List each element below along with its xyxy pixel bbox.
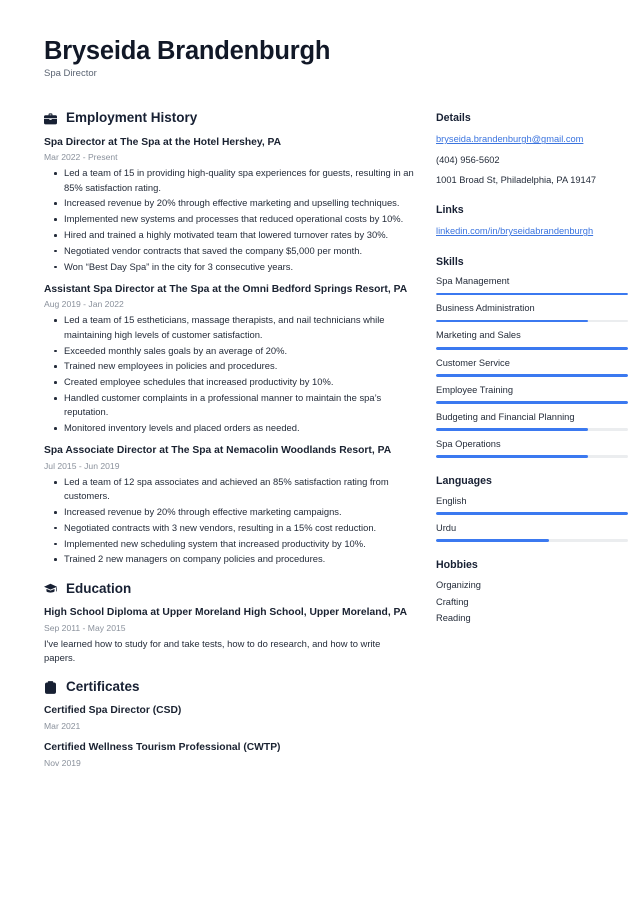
bullet-item: Exceeded monthly sales goals by an average of 20%.	[64, 344, 414, 358]
entry-date: Aug 2019 - Jan 2022	[44, 299, 124, 310]
hobby-item: Crafting	[436, 596, 469, 607]
skill-label: Spa Management	[436, 276, 510, 287]
entry-date: Nov 2019	[44, 757, 81, 768]
main-column	[44, 110, 414, 782]
language-label: Urdu	[436, 522, 457, 533]
skill-track	[436, 428, 628, 431]
graduation-cap-icon	[44, 582, 57, 596]
sidebar-section-links	[436, 204, 628, 238]
skill-label: Customer Service	[436, 357, 510, 368]
entry-title: Assistant Spa Director at The Spa at the Omni Bedford Springs Resort, PA	[44, 283, 408, 295]
bullet-item: Handled customer complaints in a professional manner to maintain the spa’s reputation.	[64, 391, 414, 420]
entry-date: Mar 2022 - Present	[44, 152, 118, 163]
bullet-item: Led a team of 15 estheticians, massage therapists, and nail technicians while maintaining high levels of customer satisfaction.	[64, 313, 414, 342]
bullet-item: Monitored inventory levels and placed orders as needed.	[64, 421, 414, 435]
entry-title: Certified Spa Director (CSD)	[44, 705, 182, 717]
phone-text: (404) 956-5602	[436, 154, 500, 165]
certificate-entry	[44, 704, 414, 732]
skill-row	[436, 384, 628, 404]
sidebar-section-title: Hobbies	[436, 558, 478, 571]
candidate-name: Bryseida Brandenburgh	[44, 37, 331, 65]
language-track	[436, 512, 628, 515]
entry-bullet-list	[44, 166, 414, 274]
resume-header	[44, 36, 624, 80]
skill-row	[436, 329, 628, 349]
employment-entry	[44, 283, 414, 436]
bullet-item: Trained 2 new managers on company policies and procedures.	[64, 552, 414, 566]
bullet-item: Increased revenue by 20% through effective marketing campaigns.	[64, 505, 414, 519]
candidate-job-title: Spa Director	[44, 68, 97, 80]
section-title: Employment History	[66, 110, 198, 126]
sidebar-section-details	[436, 112, 628, 187]
resume-body	[44, 110, 624, 782]
section-header	[44, 581, 414, 597]
sidebar-section-languages	[436, 475, 628, 542]
bullet-item: Trained new employees in policies and procedures.	[64, 359, 414, 373]
bullet-item: Negotiated contracts with 3 new vendors, resulting in a 15% cost reduction.	[64, 521, 414, 535]
skill-label: Business Administration	[436, 303, 535, 314]
sidebar-section-title: Languages	[436, 474, 492, 487]
skill-track	[436, 320, 628, 323]
sidebar-section-title: Links	[436, 204, 464, 217]
certificate-entry	[44, 741, 414, 769]
skill-row	[436, 438, 628, 458]
section-employment-history	[44, 110, 414, 566]
skill-fill	[436, 401, 628, 404]
skill-fill	[436, 455, 588, 458]
sidebar-section-title: Skills	[436, 255, 464, 268]
skill-fill	[436, 428, 588, 431]
bullet-item: Hired and trained a highly motivated team that lowered turnover rates by 30%.	[64, 228, 414, 242]
entry-date: Jul 2015 - Jun 2019	[44, 460, 120, 471]
skill-track	[436, 293, 628, 296]
section-header	[44, 679, 414, 695]
language-row	[436, 495, 628, 515]
hobby-item: Organizing	[436, 580, 481, 591]
linkedin-link[interactable]: linkedin.com/in/bryseidabrandenburgh	[436, 226, 594, 237]
bullet-item: Implemented new systems and processes that reduced operational costs by 10%.	[64, 212, 414, 226]
skill-label: Spa Operations	[436, 438, 501, 449]
section-certificates	[44, 679, 414, 768]
entry-description: I've learned how to study for and take tests, how to do research, and how to write papers.	[44, 637, 381, 663]
bullet-item: Led a team of 12 spa associates and achieved an 85% satisfaction rating from customers.	[64, 475, 414, 504]
skill-fill	[436, 347, 628, 350]
bullet-item: Created employee schedules that increased productivity by 10%.	[64, 375, 414, 389]
language-track	[436, 539, 628, 542]
education-entry	[44, 606, 414, 665]
entry-title: Certified Wellness Tourism Professional (CWTP)	[44, 742, 281, 754]
skill-track	[436, 455, 628, 458]
skill-track	[436, 401, 628, 404]
section-title: Education	[66, 580, 132, 596]
skill-row	[436, 357, 628, 377]
language-fill	[436, 539, 549, 542]
skill-fill	[436, 320, 588, 323]
section-title: Certificates	[66, 679, 140, 695]
language-fill	[436, 512, 628, 515]
address-text: 1001 Broad St, Philadelphia, PA 19147	[436, 175, 597, 185]
entry-title: Spa Associate Director at The Spa at Nemacolin Woodlands Resort, PA	[44, 445, 392, 457]
skill-track	[436, 347, 628, 350]
email-link[interactable]: bryseida.brandenburgh@gmail.com	[436, 134, 584, 145]
entry-title: Spa Director at The Spa at the Hotel Hershey, PA	[44, 136, 282, 148]
language-row	[436, 522, 628, 542]
skill-row	[436, 275, 628, 295]
sidebar-section-skills	[436, 256, 628, 458]
entry-date: Sep 2011 - May 2015	[44, 622, 126, 633]
entry-date: Mar 2021	[44, 720, 81, 731]
clipboard-certificate-icon	[44, 680, 57, 694]
entry-bullet-list	[44, 313, 414, 435]
skill-fill	[436, 374, 628, 377]
hobby-item: Reading	[436, 613, 471, 624]
skill-row	[436, 411, 628, 431]
bullet-item: Led a team of 15 in providing high-quality spa experiences for guests, resulting in an 85% satisfaction rating.	[64, 166, 414, 195]
bullet-item: Implemented new scheduling system that increased productivity by 10%.	[64, 537, 414, 551]
entry-title: High School Diploma at Upper Moreland High School, Upper Moreland, PA	[44, 606, 408, 618]
skill-label: Marketing and Sales	[436, 330, 521, 341]
sidebar-section-title: Details	[436, 112, 471, 125]
employment-entry	[44, 136, 414, 274]
skill-label: Employee Training	[436, 384, 513, 395]
skill-fill	[436, 293, 628, 296]
skill-track	[436, 374, 628, 377]
employment-entry	[44, 444, 414, 566]
skill-row	[436, 302, 628, 322]
section-education	[44, 581, 414, 665]
bullet-item: Won “Best Day Spa” in the city for 3 consecutive years.	[64, 260, 414, 274]
language-label: English	[436, 495, 467, 506]
sidebar-section-hobbies	[436, 559, 628, 626]
section-header	[44, 110, 414, 126]
sidebar-column	[436, 110, 628, 642]
bullet-item: Increased revenue by 20% through effective marketing and upselling techniques.	[64, 196, 414, 210]
briefcase-icon	[44, 112, 57, 126]
bullet-item: Negotiated vendor contracts that saved the company $5,000 per month.	[64, 244, 414, 258]
entry-bullet-list	[44, 475, 414, 567]
skill-label: Budgeting and Financial Planning	[436, 411, 575, 422]
